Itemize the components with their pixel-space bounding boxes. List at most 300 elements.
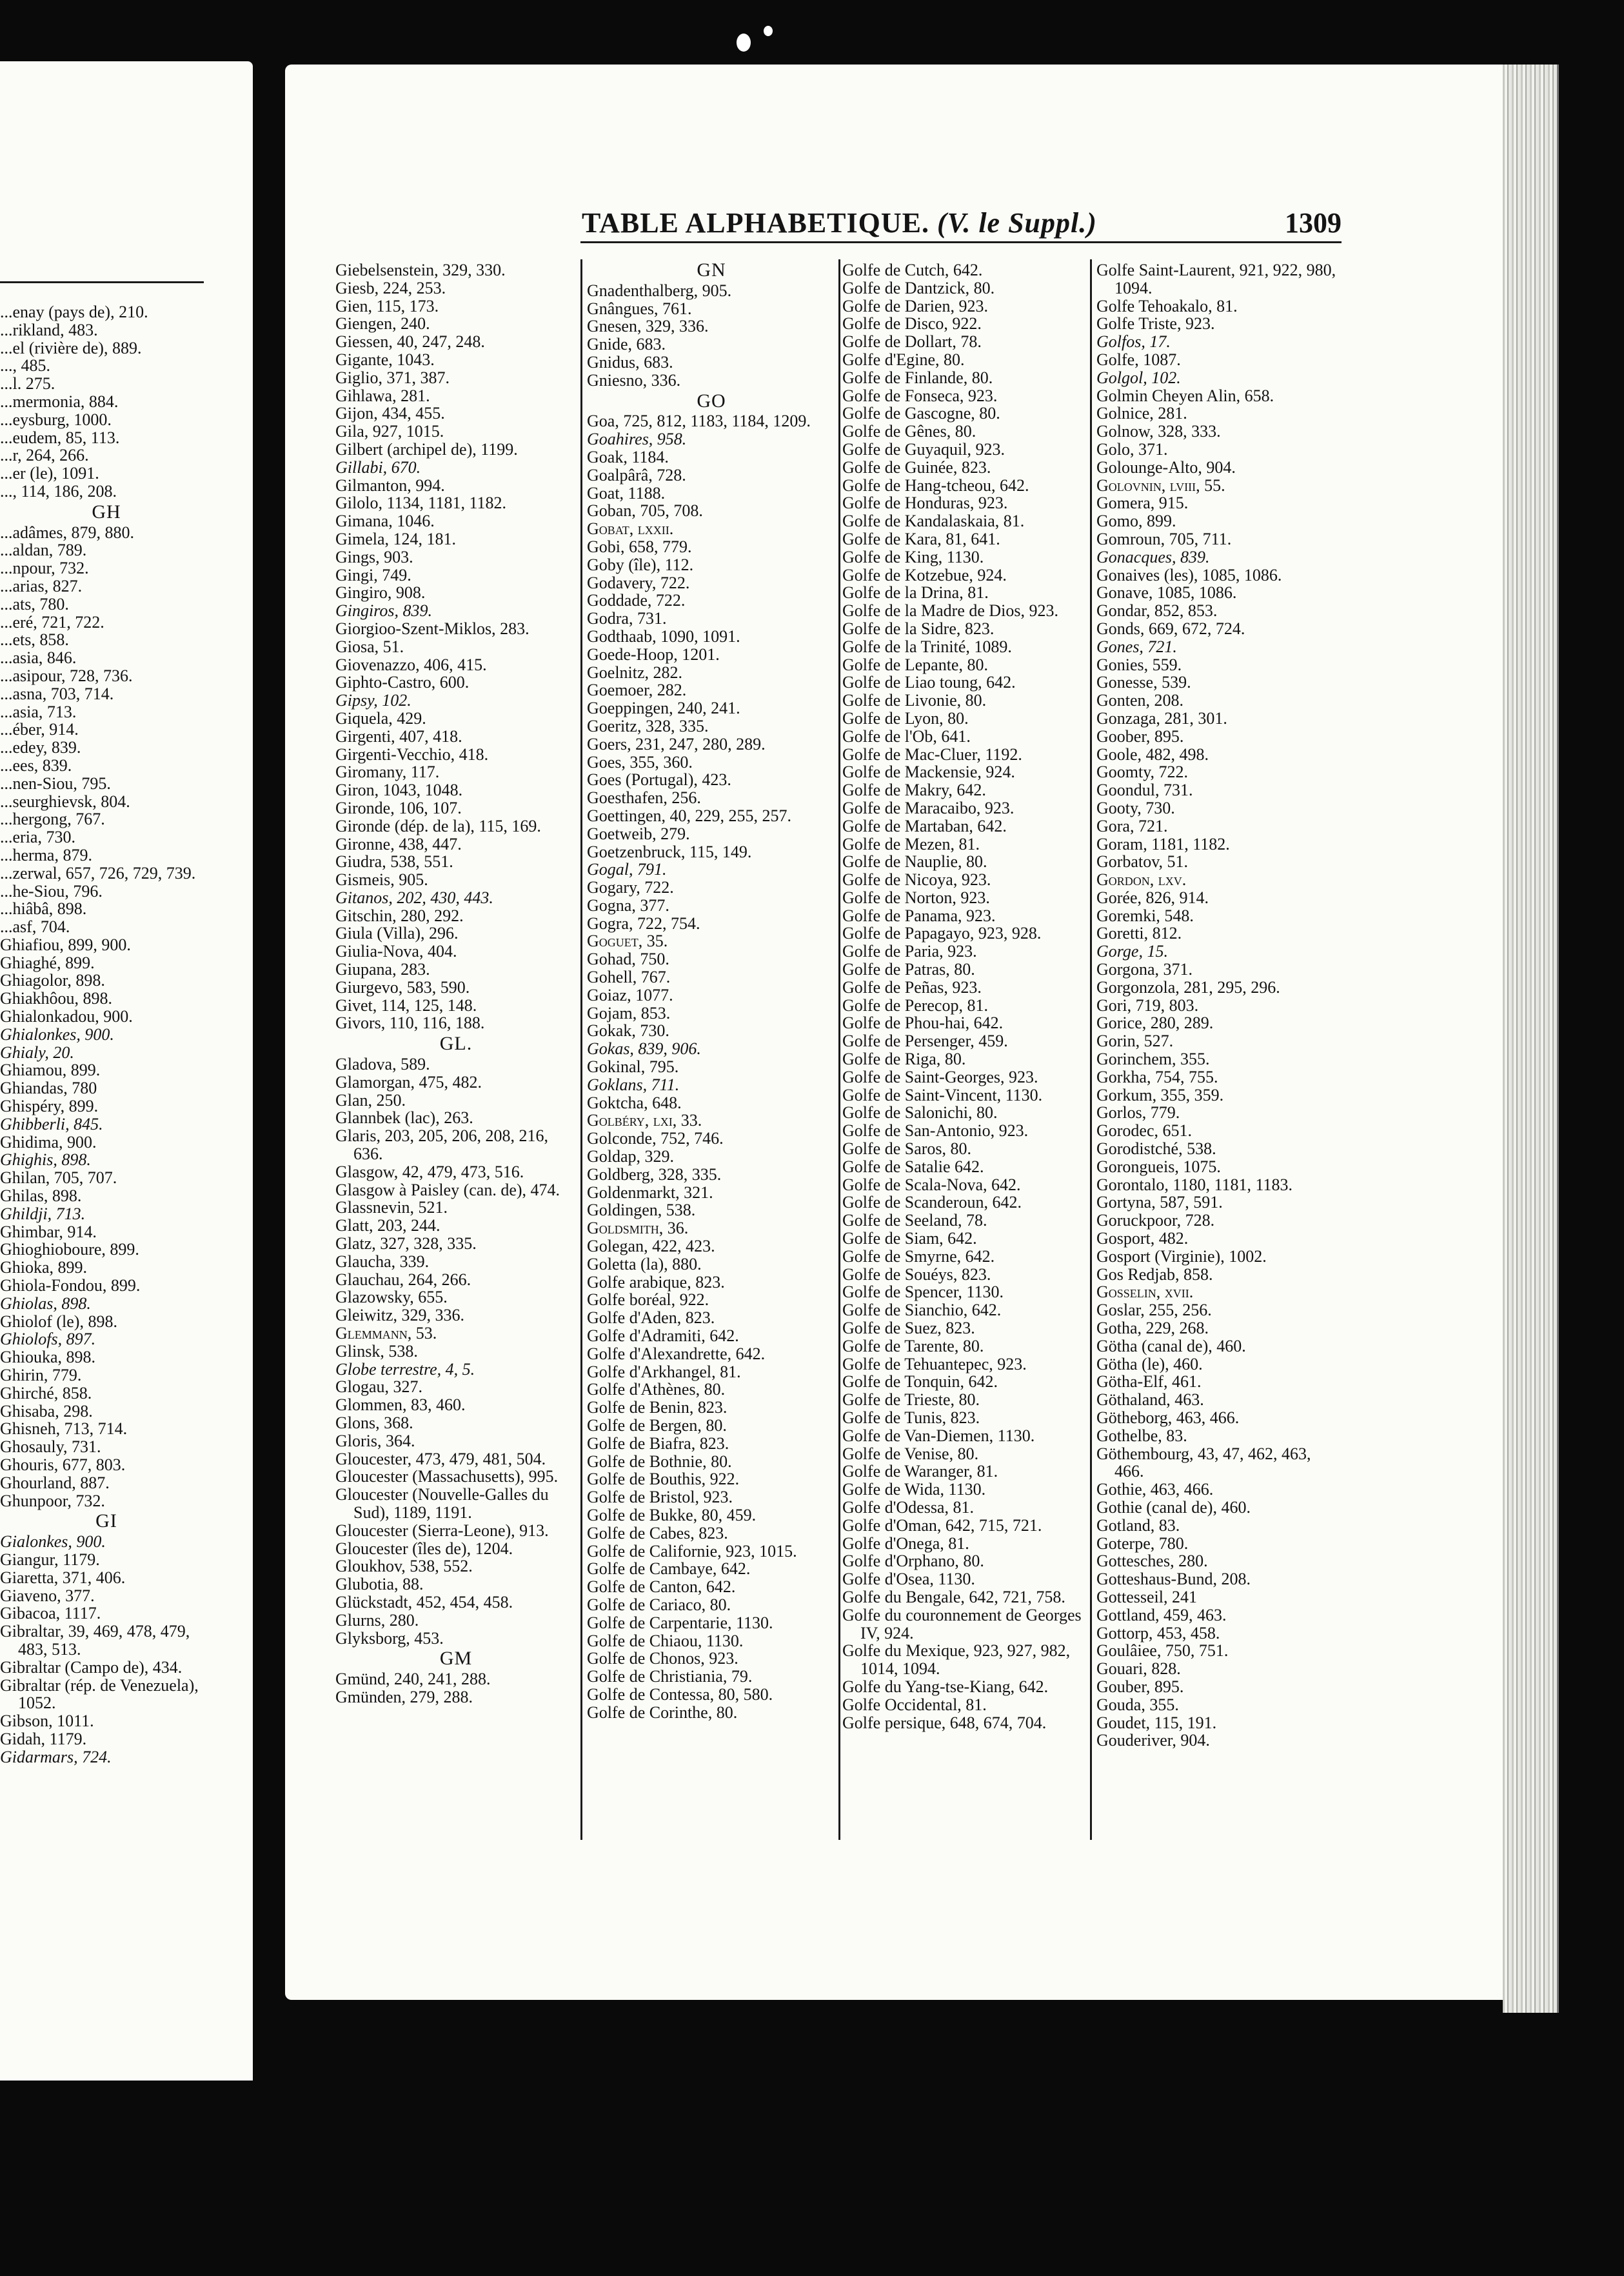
index-entry: Golfe d'Egine, 80. [842,350,965,369]
index-entry: Gokas, 839, 906. [587,1039,701,1059]
index-entry: Goat, 1188. [587,483,666,503]
index-entry: ...aldan, 789. [0,541,87,560]
index-entry: Golfe de la Drina, 81. [842,583,989,603]
index-entry: Golfe de Phou-hai, 642. [842,1013,1004,1033]
index-entry: Golfe de Satalie 642. [842,1157,984,1176]
index-entry: Goetzenbruck, 115, 149. [587,842,752,861]
index-entry: Gorodistché, 538. [1096,1139,1216,1159]
index-entry: Globe terrestre, 4, 5. [335,1359,475,1379]
index-entry: Ghialonkadou, 900. [0,1007,133,1026]
index-entry: Götheborg, 463, 466. [1096,1408,1240,1427]
index-entry: Glogau, 327. [335,1377,423,1397]
index-entry: Goers, 231, 247, 280, 289. [587,734,766,754]
index-entry: Gnide, 683. [587,335,666,354]
index-entry: Gonds, 669, 672, 724. [1096,619,1245,638]
index-entry: Giorgioo-Szent-Miklos, 283. [335,619,530,638]
index-entry: Goes (Portugal), 423. [587,770,731,790]
index-entry: Gorontalo, 1180, 1181, 1183. [1096,1175,1293,1194]
index-entry: Golfe de Tehuantepec, 923. [842,1354,1027,1373]
index-entry: ...eudem, 85, 113. [0,428,120,447]
index-entry: Goole, 482, 498. [1096,744,1209,764]
index-entry: Girgenti, 407, 418. [335,726,462,746]
section-heading: GO [697,390,726,412]
index-entry: Gokak, 730. [587,1021,669,1041]
index-entry: Golfe de Riga, 80. [842,1050,966,1069]
index-entry: Gobi, 658, 779. [587,537,692,556]
index-entry: Golfe de l'Ob, 641. [842,726,971,746]
index-entry: Giupana, 283. [335,960,430,979]
index-entry: ...hiâbâ, 898. [0,899,87,919]
index-entry: ...arias, 827. [0,576,83,595]
index-entry: Götha (canal de), 460. [1096,1336,1246,1355]
index-entry: Golfe de Persenger, 459. [842,1032,1008,1051]
index-entry: Goulâiee, 750, 751. [1096,1641,1229,1661]
index-entry: Gidah, 1179. [0,1729,87,1748]
index-entry: Gones, 721. [1096,637,1177,656]
index-entry: Goettingen, 40, 229, 255, 257. [587,806,792,825]
index-entry: Goiaz, 1077. [587,985,673,1004]
index-entry: Gingi, 749. [335,565,411,584]
index-entry: Gingiros, 839. [335,601,432,621]
index-entry: Götha-Elf, 461. [1096,1372,1202,1392]
index-entry: Golegan, 422, 423. [587,1237,715,1256]
index-entry: Gorge, 15. [1096,942,1168,961]
index-entry: Golfe de Dollart, 78. [842,332,982,352]
index-entry: Golfe de Salonichi, 80. [842,1103,998,1123]
index-entry: Golfe de Cambaye, 642. [587,1559,751,1579]
index-entry: ...adâmes, 879, 880. [0,523,134,542]
index-entry: Gouda, 355. [1096,1695,1179,1714]
index-entry: Golconde, 752, 746. [587,1129,724,1148]
index-entry: Golfe Triste, 923. [1096,314,1215,334]
index-entry: ...ees, 839. [0,755,72,775]
index-entry: Golfe de Mac-Cluer, 1192. [842,744,1022,764]
index-entry: Golfe de la Madre de Dios, 923. [842,601,1059,621]
index-entry: Gniesno, 336. [587,370,681,390]
index-entry: ...seurghievsk, 804. [0,792,130,811]
index-entry: Gimela, 124, 181. [335,529,457,548]
index-entry: Golfe de Maracaibo, 923. [842,798,1015,817]
index-entry: Golfe de Biafra, 823. [587,1433,729,1453]
index-entry: Golfos, 17. [1096,332,1171,352]
index-entry: Golfe de Waranger, 81. [842,1462,998,1481]
index-entry: Ghirché, 858. [0,1383,92,1403]
index-entry: Goahires, 958. [587,430,687,449]
index-entry: Gilolo, 1134, 1181, 1182. [335,494,507,513]
index-entry: Gironde, 106, 107. [335,798,462,817]
index-entry: Golo, 371. [1096,439,1168,459]
index-entry: Goldsmith, 36. [587,1219,689,1238]
index-entry: Ghiouka, 898. [0,1348,96,1367]
index-entry: Golfe de Kandalaskaia, 81. [842,512,1025,531]
index-entry: Giangur, 1179. [0,1550,100,1569]
index-entry: Gothie, 463, 466. [1096,1480,1214,1499]
index-entry: Glurns, 280. [335,1610,419,1630]
index-entry: Ghosauly, 731. [0,1437,101,1457]
index-entry: Gorinchem, 355. [1096,1050,1210,1069]
index-entry: Giessen, 40, 247, 248. [335,332,485,352]
index-entry: Gobat, lxxii. [587,519,674,539]
index-entry: Golfe de Sianchio, 642. [842,1301,1002,1320]
index-entry: Giromany, 117. [335,763,440,782]
index-entry: ...enay (pays de), 210. [0,303,148,321]
index-entry: Ghialy, 20. [0,1043,74,1062]
index-entry: Golfe de Peñas, 923. [842,977,982,997]
index-entry: Gladova, 589. [335,1055,430,1074]
index-entry: Gilbert (archipel de), 1199. [335,439,518,459]
index-entry: Giovenazzo, 406, 415. [335,655,487,674]
page-header [582,206,1349,239]
index-entry: Giesb, 224, 253. [335,278,446,297]
index-entry: Gmünden, 279, 288. [335,1687,473,1706]
index-entry: Golfe de Gascogne, 80. [842,404,1000,423]
index-entry: Goeritz, 328, 335. [587,716,709,735]
index-entry: Golfe de Souéys, 823. [842,1264,991,1284]
index-entry: Golfe de Fonseca, 923. [842,386,998,405]
index-entry: Gouderiver, 904. [1096,1731,1210,1750]
index-entry: Golfe boréal, 922. [587,1290,709,1310]
index-entry: Giaretta, 371, 406. [0,1568,126,1587]
index-entry: Gogal, 791. [587,860,667,879]
index-entry: Golfe de Guyaquil, 923. [842,439,1005,459]
index-entry: ...herma, 879. [0,845,92,864]
index-entry: Gihlawa, 281. [335,386,430,405]
index-entry: Golbéry, lxi, 33. [587,1111,702,1130]
index-entry: Glaucha, 339. [335,1252,430,1271]
index-entry: Golfe de Papagayo, 923, 928. [842,924,1042,943]
index-entry: Golfe d'Arkhangel, 81. [587,1362,741,1381]
index-entry: Golfe de Mackensie, 924. [842,763,1015,782]
index-entry: Gilmanton, 994. [335,475,445,495]
index-entry: Gothie (canal de), 460. [1096,1497,1251,1517]
index-entry: Golfe du Yang-tse-Kiang, 642. [842,1677,1049,1696]
index-entry: Golfe de Spencer, 1130. [842,1283,1004,1302]
index-entry: Gosselin, xvii. [1096,1283,1194,1302]
index-entry: Götha (le), 460. [1096,1354,1203,1373]
index-entry: Göthembourg, 43, 47, 462, 463, 466. [1096,1444,1311,1481]
index-entry: Ghiolas, 898. [0,1293,91,1313]
index-entry: Gloucester (îles de), 1204. [335,1539,513,1558]
index-entry: Gokinal, 795. [587,1057,679,1077]
index-entry: Gogary, 722. [587,878,674,897]
index-entry: Goetweib, 279. [587,824,690,843]
index-entry: Goemoer, 282. [587,681,687,700]
index-entry: Gonesse, 539. [1096,673,1191,692]
index-entry: Glemmann, 53. [335,1324,437,1343]
index-entry: Gorice, 280, 289. [1096,1013,1214,1033]
index-entry: Golfe de Seeland, 78. [842,1211,987,1230]
index-entry: ..., 114, 186, 208. [0,481,117,501]
index-entry: Gooty, 730. [1096,798,1175,817]
index-entry: Gnadenthalberg, 905. [587,281,732,300]
index-entry: Gitschin, 280, 292. [335,906,464,925]
index-entry: Golfe de Siam, 642. [842,1229,977,1248]
index-entry: Golfe de Makry, 642. [842,781,986,800]
index-entry: Golfe de Christiania, 79. [587,1667,753,1686]
index-entry: Gitanos, 202, 430, 443. [335,888,493,907]
index-entry: Gorkum, 355, 359. [1096,1085,1224,1104]
index-entry: Glommen, 83, 460. [335,1395,466,1415]
index-entry: Goes, 355, 360. [587,752,693,772]
index-entry: Gnângues, 761. [587,299,692,318]
index-entry: Golfe de Dantzick, 80. [842,278,995,297]
index-entry: ...eysburg, 1000. [0,410,112,429]
index-entry: Giudra, 538, 551. [335,852,453,872]
index-entry: Gnidus, 683. [587,352,673,372]
index-entry: Golfe de Tonquin, 642. [842,1372,998,1392]
index-entry: Gloris, 364. [335,1431,415,1450]
index-entry: Gillabi, 670. [335,457,421,477]
index-entry: ...eria, 730. [0,828,75,847]
index-entry: Goondul, 731. [1096,781,1193,800]
index-entry: Golfe de Van-Diemen, 1130. [842,1426,1035,1445]
index-entry: Ghiafiou, 899, 900. [0,935,131,954]
section-heading: GN [697,261,726,281]
index-entry: Goldap, 329. [587,1147,675,1166]
index-entry: Glasgow à Paisley (can. de), 474. [335,1180,560,1199]
index-entry: ..., 485. [0,356,50,375]
section-heading: GH [92,501,121,523]
index-entry: Gorkha, 754, 755. [1096,1067,1218,1086]
index-entry: Ghiakhôou, 898. [0,989,113,1008]
index-entry: Golfe de Benin, 823. [587,1398,728,1417]
index-entry: Gimana, 1046. [335,512,435,531]
index-entry: Goguet, 35. [587,932,668,951]
index-entry: ...npour, 732. [0,559,89,578]
index-entry: Ghioka, 899. [0,1258,88,1277]
index-entry: Giquela, 429. [335,708,426,728]
index-entry: Gos Redjab, 858. [1096,1264,1213,1284]
index-entry: Golfe de Disco, 922. [842,314,982,334]
index-entry: ...he-Siou, 796. [0,881,103,901]
index-entry: Glauchau, 264, 266. [335,1270,471,1289]
index-entry: Ghourland, 887. [0,1473,110,1492]
index-entry: Gorin, 527. [1096,1032,1174,1051]
index-entry: Gibraltar (rép. de Venezuela), 1052. [0,1675,199,1713]
index-entry: Gijon, 434, 455. [335,404,445,423]
index-entry: Golfe de Kotzebue, 924. [842,565,1007,584]
index-entry: Golfe de Nauplie, 80. [842,852,987,872]
index-entry: Gibacoa, 1117. [0,1604,101,1623]
index-entry: Golfe de Hang-tcheou, 642. [842,475,1029,495]
index-entry: Giengen, 240. [335,314,430,334]
index-entry: ...asf, 704. [0,917,70,937]
index-entry: ...l. 275. [0,374,55,394]
index-entry: Goa, 725, 812, 1183, 1184, 1209. [587,412,811,431]
index-entry: Golfe de Tunis, 823. [842,1408,980,1427]
index-entry: Gortyna, 587, 591. [1096,1193,1223,1212]
index-entry: ...hergong, 767. [0,810,105,829]
index-entry: Golfe de Cabes, 823. [587,1523,728,1542]
index-entry: Gila, 927, 1015. [335,422,444,441]
index-entry: Golfe d'Adramiti, 642. [587,1326,739,1346]
index-entry: Girgenti-Vecchio, 418. [335,744,489,764]
index-entry: Ghunpoor, 732. [0,1491,105,1510]
index-entry: Golfe de Scanderoun, 642. [842,1193,1022,1212]
index-entry: Gorodec, 651. [1096,1121,1193,1141]
index-entry: Gosport, 482. [1096,1229,1189,1248]
index-entry: Giosa, 51. [335,637,404,656]
index-entry: Golfe de Paria, 923. [842,942,977,961]
index-entry: Golfe de Trieste, 80. [842,1390,980,1410]
index-entry: Glannbek (lac), 263. [335,1108,473,1128]
index-entry: Gohell, 767. [587,968,671,987]
index-entry: Golfe d'Onega, 81. [842,1533,969,1553]
index-entry: ...eré, 721, 722. [0,612,104,632]
index-entry: Gogra, 722, 754. [587,913,700,933]
index-entry: Ghiaghé, 899. [0,953,95,972]
index-entry: Gibraltar (Campo de), 434. [0,1657,183,1677]
index-entry: Goslar, 255, 256. [1096,1301,1212,1320]
index-entry: Gonave, 1085, 1086. [1096,583,1237,603]
index-entry: Gibson, 1011. [0,1712,94,1731]
column-divider [838,259,840,1840]
index-entry: Gonzaga, 281, 301. [1096,708,1227,728]
index-entry: Gigante, 1043. [335,350,435,369]
index-entry: Goldingen, 538. [587,1201,696,1220]
index-entry: Gothelbe, 83. [1096,1426,1187,1445]
index-entry: Golfe de Bristol, 923. [587,1488,733,1507]
index-entry: Golovnin, lviii, 55. [1096,475,1225,495]
index-entry: Glückstadt, 452, 454, 458. [335,1592,513,1612]
index-entry: Golfe de Scala-Nova, 642. [842,1175,1021,1194]
index-entry: Ghiolofs, 897. [0,1330,96,1349]
index-entry: Göthaland, 463. [1096,1390,1204,1410]
index-entry: Goruckpoor, 728. [1096,1211,1215,1230]
index-entry: Gondar, 852, 853. [1096,601,1218,621]
index-entry: ...asipour, 728, 736. [0,666,133,685]
index-column-3 [842,261,1087,1842]
index-entry: Glasgow, 42, 479, 473, 516. [335,1162,524,1181]
index-entry: Gonacques, 839. [1096,547,1210,566]
index-entry: Giglio, 371, 387. [335,368,450,387]
index-entry: Gleiwitz, 329, 336. [335,1306,465,1325]
index-entry: ...edey, 839. [0,738,81,757]
index-entry: Goklans, 711. [587,1075,680,1094]
index-entry: Gottesches, 280. [1096,1552,1208,1571]
index-entry: Ghisneh, 713, 714. [0,1419,128,1439]
index-entry: Golfe de Guinée, 823. [842,457,991,477]
index-entry: Gotha, 229, 268. [1096,1319,1209,1338]
index-entry: Gonten, 208. [1096,691,1184,710]
index-entry: Godra, 731. [587,609,667,628]
page-edge [1503,65,1559,2013]
index-entry: Golgol, 102. [1096,368,1181,387]
index-entry: Golfe de Gênes, 80. [842,422,976,441]
index-entry: Golfe de Smyrne, 642. [842,1246,995,1266]
index-entry: Gloucester (Massachusetts), 995. [335,1467,559,1486]
index-entry: Goesthafen, 256. [587,788,701,808]
index-entry: Gorgona, 371. [1096,960,1193,979]
index-column-2 [587,261,836,1842]
index-entry: Ghilan, 705, 707. [0,1168,117,1188]
index-entry: Ghimbar, 914. [0,1222,97,1241]
index-entry: Golfe de Californie, 923, 1015. [587,1541,797,1561]
index-entry: Golfe de Venise, 80. [842,1444,979,1463]
index-entry: Goddade, 722. [587,591,686,610]
index-entry: Ghialonkes, 900. [0,1024,114,1044]
header-title: TABLE ALPHABETIQUE. [582,207,929,239]
index-entry: Giulia-Nova, 404. [335,942,457,961]
index-entry: Givors, 110, 116, 188. [335,1013,485,1033]
index-entry: ...ats, 780. [0,594,69,614]
index-entry: Golfe de Wida, 1130. [842,1480,986,1499]
index-entry: ...mermonia, 884. [0,392,119,411]
index-entry: Ghiamou, 899. [0,1061,101,1080]
index-entry: Goletta (la), 880. [587,1254,702,1273]
index-entry: Golfe de Honduras, 923. [842,494,1008,513]
index-entry: Golfe de Bukke, 80, 459. [587,1505,757,1524]
index-entry: Golfe de Martaban, 642. [842,816,1007,835]
index-entry: Golfe de King, 1130. [842,547,984,566]
index-entry: Golfe de Chiaou, 1130. [587,1631,744,1650]
index-entry: Gottorp, 453, 458. [1096,1623,1220,1642]
index-entry: Glyksborg, 453. [335,1628,444,1648]
index-entry: Gordon, lxv. [1096,870,1187,890]
index-entry: Gotland, 83. [1096,1515,1180,1535]
index-entry: Golfe de Kara, 81, 641. [842,529,1000,548]
index-entry: Goremki, 548. [1096,906,1194,925]
index-entry: Gosport (Virginie), 1002. [1096,1246,1267,1266]
index-entry: ...r, 264, 266. [0,446,89,465]
index-entry: Golfe de la Trinité, 1089. [842,637,1012,656]
section-heading: GI [95,1510,117,1532]
index-entry: Golfe de Panama, 923. [842,906,996,925]
index-entry: Goalpârâ, 728. [587,465,686,484]
index-entry: Golfe de Livonie, 80. [842,691,987,710]
index-entry: Ghilas, 898. [0,1186,82,1206]
index-entry: Ghighis, 898. [0,1150,91,1170]
index-entry: Golfe de Canton, 642. [587,1577,736,1597]
index-column-1 [335,261,577,1842]
index-entry: Golounge-Alto, 904. [1096,457,1236,477]
index-entry: Gloukhov, 538, 552. [335,1557,473,1576]
index-entry: Ghirin, 779. [0,1366,82,1385]
index-entry: Goede-Hoop, 1201. [587,644,720,664]
index-entry: ...er (le), 1091. [0,464,99,483]
index-entry: Gottesseil, 241 [1096,1587,1197,1606]
index-entry: Gloucester (Sierra-Leone), 913. [335,1521,549,1540]
index-entry: Gonies, 559. [1096,655,1182,674]
index-entry: Gien, 115, 173. [335,296,439,315]
index-entry: Giphto-Castro, 600. [335,673,470,692]
index-entry: Golfe de Cariaco, 80. [587,1595,731,1614]
index-entry: Golfe d'Aden, 823. [587,1308,715,1328]
index-entry: Golfe d'Athènes, 80. [587,1380,726,1399]
index-entry: Ghidima, 900. [0,1132,97,1152]
index-entry: ...asia, 846. [0,648,77,668]
index-entry: Giron, 1043, 1048. [335,781,463,800]
index-entry: Golfe de Bouthis, 922. [587,1470,740,1489]
index-entry: Golfe Saint-Laurent, 921, 922, 980, 1094. [1096,261,1336,297]
index-entry: Golfe de Saros, 80. [842,1139,972,1159]
index-entry: Gojam, 853. [587,1003,671,1023]
section-heading: GM [439,1648,473,1670]
index-entry: Goeppingen, 240, 241. [587,699,740,718]
index-entry: Golfe du couronnement de Georges IV, 924. [842,1605,1082,1642]
index-entry: Gnesen, 329, 336. [587,317,709,336]
page-number: 1309 [1285,207,1342,239]
index-entry: ...el (rivière de), 889. [0,338,142,357]
index-entry: Ghibberli, 845. [0,1114,103,1133]
index-entry: Golfe de Darien, 923. [842,296,988,315]
index-entry: Golnow, 328, 333. [1096,422,1221,441]
index-entry: Golfe d'Osea, 1130. [842,1570,975,1589]
index-entry: Ghispéry, 899. [0,1097,99,1116]
index-entry: Goban, 705, 708. [587,501,703,521]
index-entry: Glaris, 203, 205, 206, 208, 216, 636. [335,1126,549,1164]
index-entry: Golfe de Chonos, 923. [587,1649,738,1668]
